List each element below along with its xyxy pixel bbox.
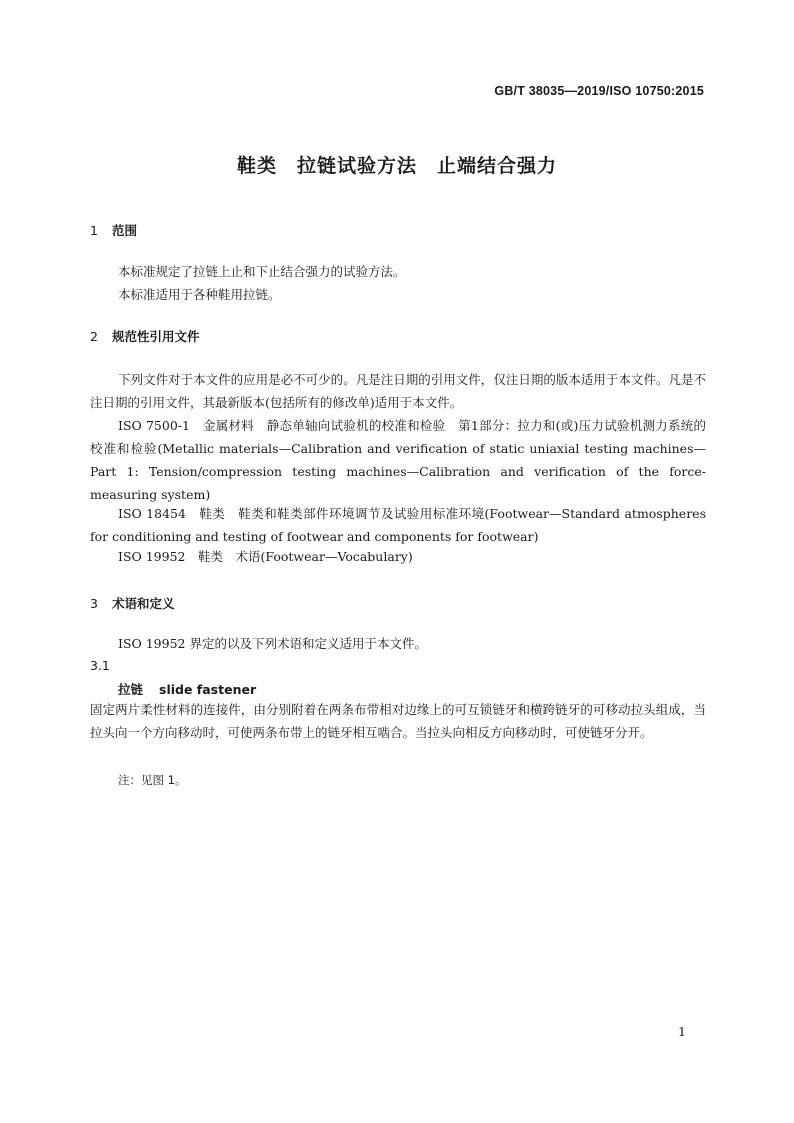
term-english: slide fastener bbox=[159, 682, 257, 697]
terms-intro: ISO 19952 界定的以及下列术语和定义适用于本文件。 bbox=[118, 636, 427, 651]
reference-item: ISO 18454 鞋类 鞋类和鞋类部件环境调节及试验用标准环境(Footwear—Standard atmospheres for conditioning and testing of footwear and components for footwear) bbox=[90, 506, 706, 544]
reference-item: ISO 19952 鞋类 术语(Footwear—Vocabulary) bbox=[118, 549, 413, 564]
subclause-number: 3.1 bbox=[90, 658, 110, 673]
scope-paragraph: 本标准适用于各种鞋用拉链。 bbox=[118, 287, 281, 302]
section-title: 术语和定义 bbox=[112, 596, 175, 611]
page-number: 1 bbox=[678, 1024, 686, 1039]
normative-intro: 下列文件对于本文件的应用是必不可少的。凡是注日期的引用文件，仅注日期的版本适用于本文件。凡是不注日期的引用文件，其最新版本(包括所有的修改单)适用于本文件。 bbox=[90, 372, 706, 410]
section-title: 范围 bbox=[112, 223, 138, 238]
scope-paragraph: 本标准规定了拉链上止和下止结合强力的试验方法。 bbox=[118, 264, 406, 279]
section-title: 规范性引用文件 bbox=[112, 329, 200, 344]
section-1-heading bbox=[90, 221, 137, 239]
document-title: 鞋类 拉链试验方法 止端结合强力 bbox=[236, 155, 557, 177]
section-number: 1 bbox=[90, 223, 98, 238]
section-number: 2 bbox=[90, 329, 98, 344]
definition-note: 注：见图 1。 bbox=[118, 773, 187, 787]
section-number: 3 bbox=[90, 596, 98, 611]
term-chinese: 拉链 bbox=[118, 682, 144, 697]
term-definition: 固定两片柔性材料的连接件，由分别附着在两条布带相对边缘上的可互锁链牙和横跨链牙的可移动拉头组成，当拉头向一个方向移动时，可使两条布带上的链牙相互啮合。当拉头向相反方向移动时，可使链牙分开。 bbox=[90, 702, 706, 740]
section-3-heading bbox=[90, 594, 175, 612]
section-2-heading bbox=[90, 327, 200, 345]
standard-code: GB/T 38035—2019/ISO 10750:2015 bbox=[494, 84, 704, 98]
term-entry bbox=[118, 680, 256, 698]
reference-item: ISO 7500-1 金属材料 静态单轴向试验机的校准和检验 第1部分：拉力和(或)压力试验机测力系统的校准和检验(Metallic materials—Calibration and verification of static uniaxial testing machines—Part 1: Tension/compression testing machines—Calibration and verification of the force-measuring system) bbox=[90, 418, 706, 502]
